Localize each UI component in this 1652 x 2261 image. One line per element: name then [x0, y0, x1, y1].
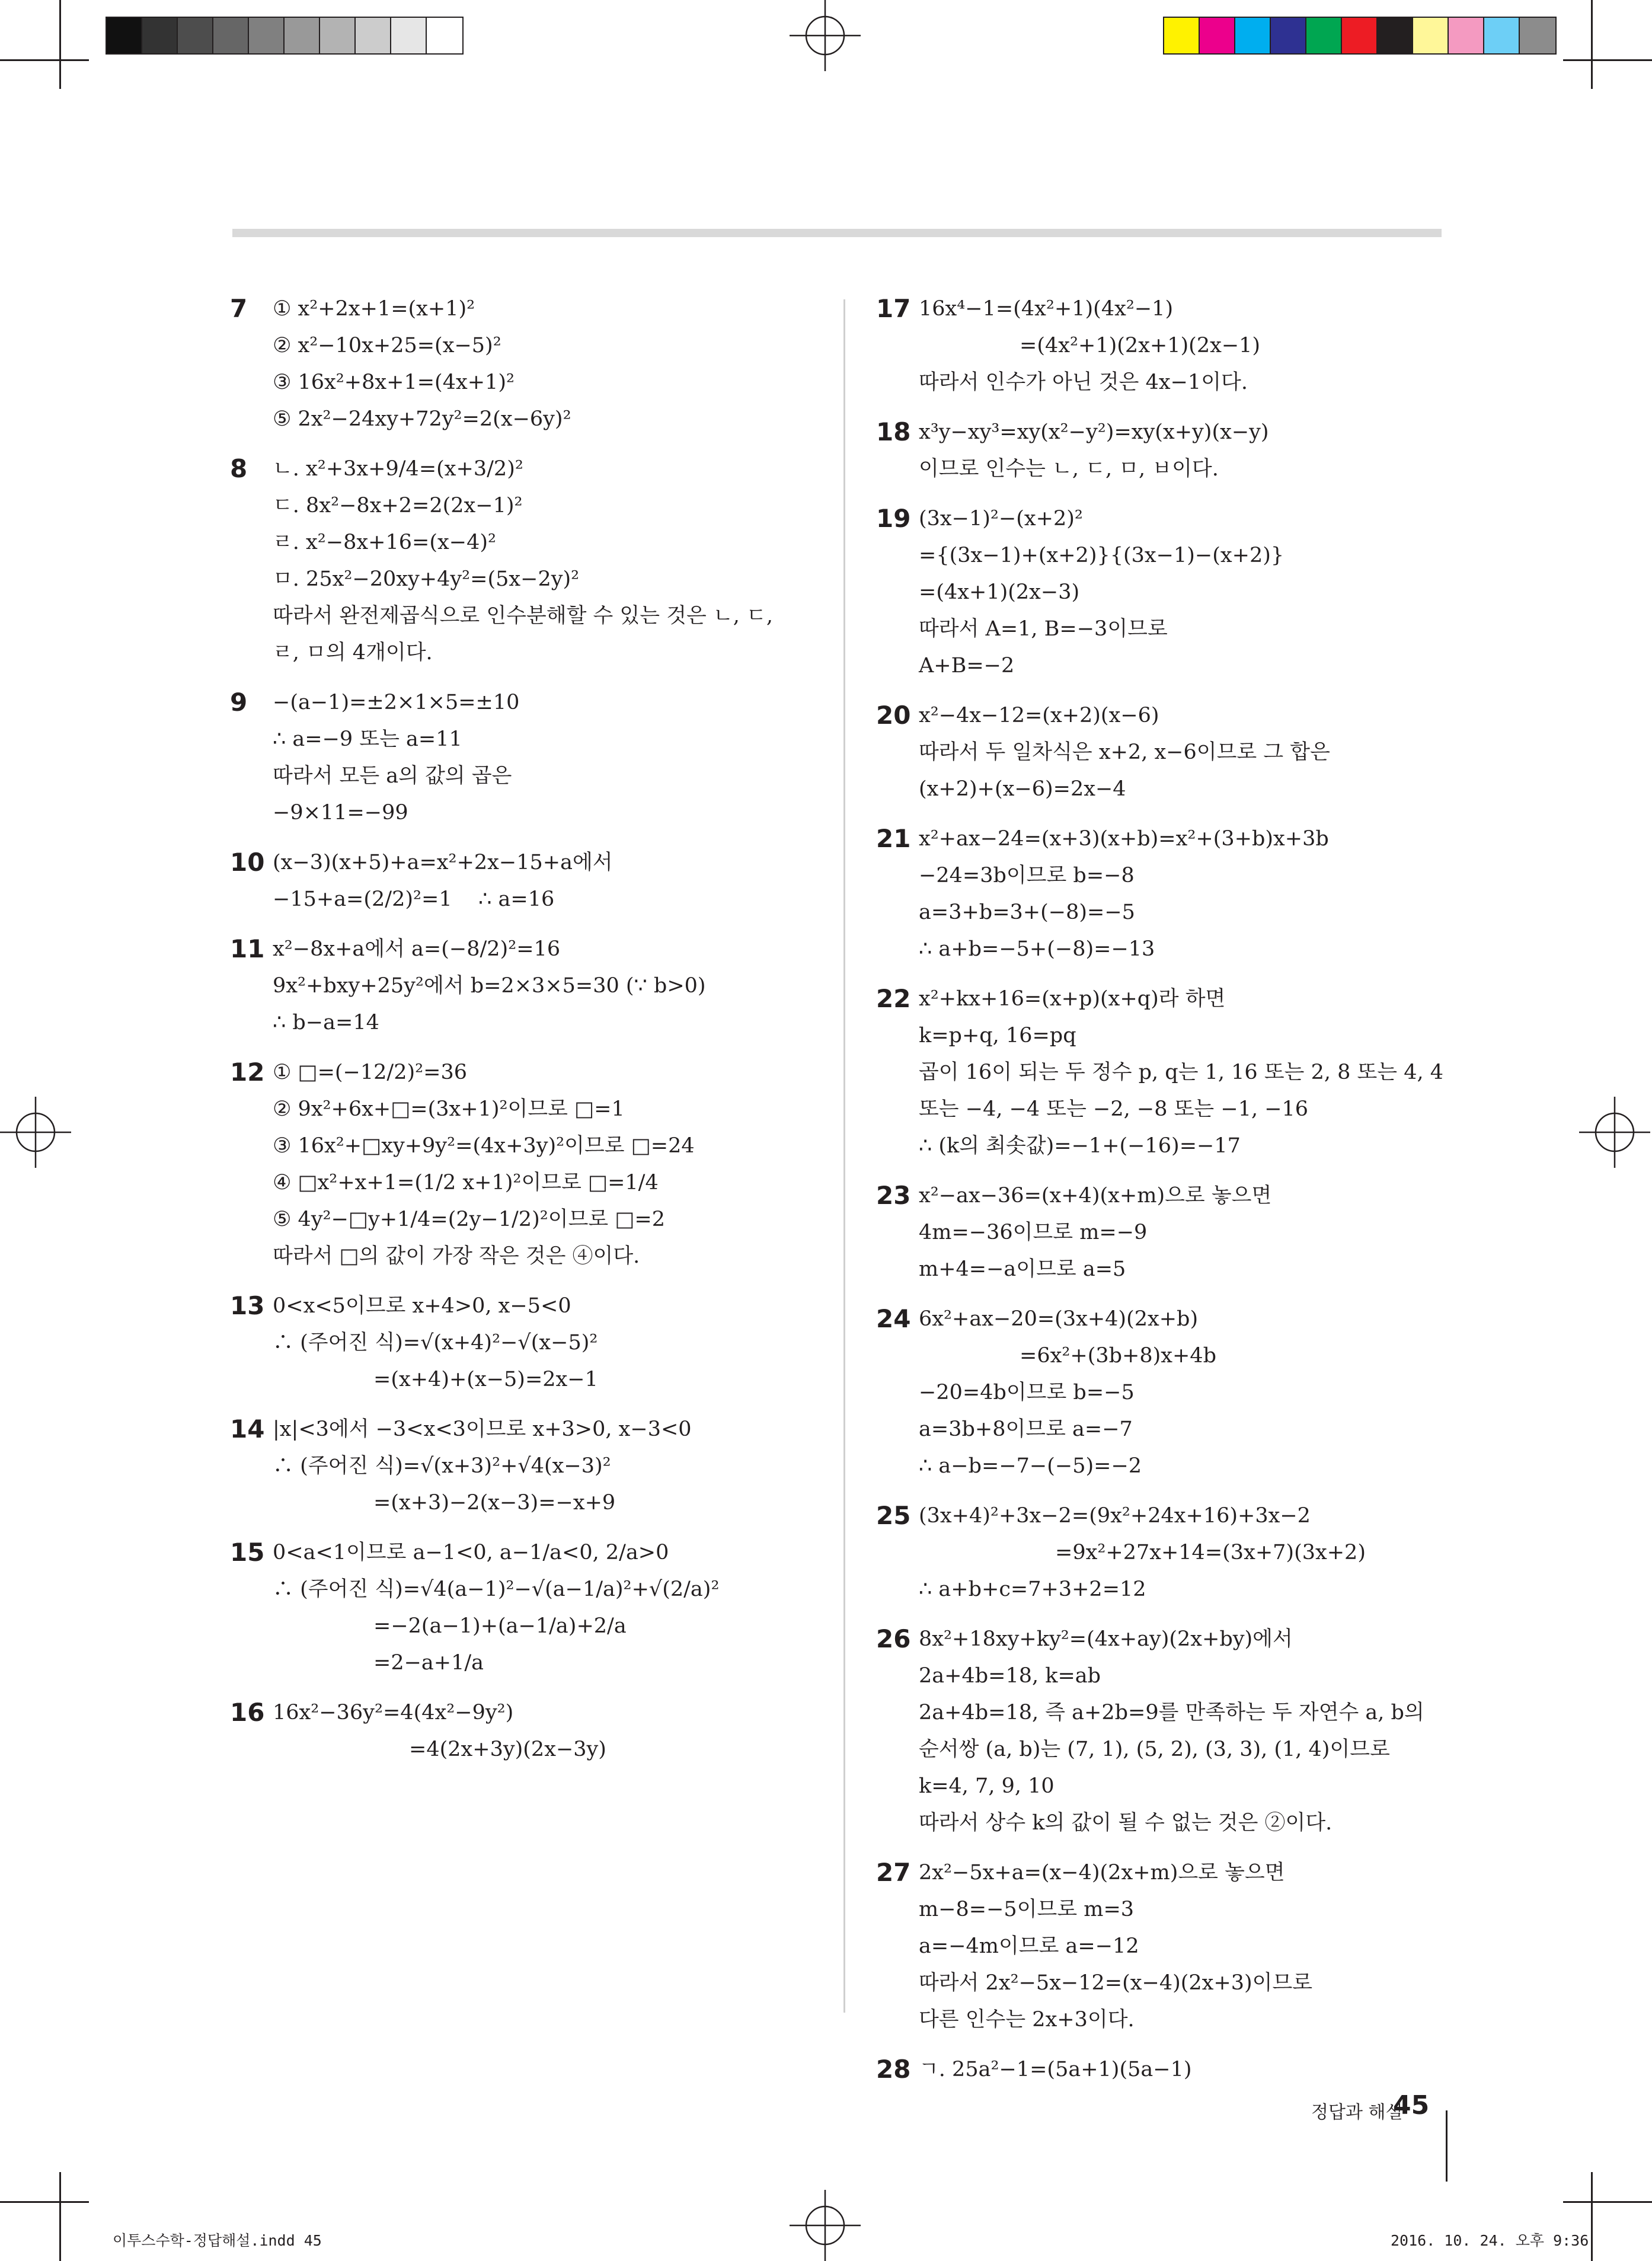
crop-mark — [1563, 2201, 1652, 2203]
problem-number: 12 — [230, 1058, 265, 1087]
color-swatch — [1200, 18, 1235, 53]
solution-line: ∴ (주어진 식)=√(x+4)²−√(x−5)² — [273, 1331, 598, 1355]
color-swatch — [249, 18, 285, 53]
slug-filename: 이투스수학-정답해설.indd 45 — [113, 2232, 322, 2249]
problem-20 — [876, 697, 1445, 807]
solution-line: =(4x+1)(2x−3) — [919, 580, 1080, 604]
problem-12 — [230, 1054, 829, 1275]
problem-number: 18 — [876, 417, 911, 446]
problem-9 — [230, 684, 829, 831]
solution-line: k=p+q, 16=pq — [919, 1024, 1076, 1048]
color-swatch — [1306, 18, 1342, 53]
color-swatch — [213, 18, 249, 53]
solution-line: =−2(a−1)+(a−1/a)+2/a — [373, 1614, 627, 1638]
solution-line: A+B=−2 — [919, 654, 1015, 678]
gray-calibration-bar — [106, 17, 464, 55]
solution-line: m−8=−5이므로 m=3 — [919, 1898, 1135, 1921]
solution-line: ③ 16x²+8x+1=(4x+1)² — [273, 371, 515, 394]
solution-line: =9x²+27x+14=(3x+7)(3x+2) — [1055, 1541, 1366, 1564]
solution-line: (3x+4)²+3x−2=(9x²+24x+16)+3x−2 — [919, 1504, 1311, 1528]
problem-number: 13 — [230, 1291, 265, 1320]
problem-22 — [876, 981, 1445, 1164]
color-swatch — [1271, 18, 1306, 53]
solution-line: 16x⁴−1=(4x²+1)(4x²−1) — [919, 297, 1174, 321]
problem-number: 7 — [230, 294, 248, 323]
registration-mark-bottom — [790, 2190, 861, 2261]
crop-mark — [1591, 2172, 1593, 2261]
solution-line: x²+kx+16=(x+p)(x+q)라 하면 — [919, 987, 1226, 1011]
color-swatch — [1164, 18, 1200, 53]
problem-number: 14 — [230, 1414, 265, 1444]
footer-section-label: 정답과 해설 — [1311, 2102, 1403, 2123]
solution-line: =6x²+(3b+8)x+4b — [1020, 1344, 1217, 1368]
solution-line: k=4, 7, 9, 10 — [919, 1774, 1055, 1798]
problem-7 — [230, 290, 829, 437]
problem-number: 28 — [876, 2055, 911, 2084]
solution-line: 4m=−36이므로 m=−9 — [919, 1221, 1148, 1244]
solution-line: ㅁ. 25x²−20xy+4y²=(5x−2y)² — [273, 567, 580, 591]
solution-line: 따라서 □의 값이 가장 작은 것은 ④이다. — [273, 1244, 640, 1268]
solution-line: 이므로 인수는 ㄴ, ㄷ, ㅁ, ㅂ이다. — [919, 457, 1219, 481]
problem-10 — [230, 844, 829, 918]
crop-mark — [0, 59, 89, 61]
problem-number: 26 — [876, 1624, 911, 1653]
solution-line: ∴ (주어진 식)=√(x+3)²+√4(x−3)² — [273, 1454, 611, 1478]
problem-14 — [230, 1411, 829, 1521]
problem-13 — [230, 1288, 829, 1398]
solution-line: ∴ b−a=14 — [273, 1011, 379, 1034]
solution-line: ⑤ 4y²−□y+1/4=(2y−1/2)²이므로 □=2 — [273, 1208, 665, 1231]
solution-line: ⑤ 2x²−24xy+72y²=2(x−6y)² — [273, 407, 571, 431]
solution-line: −15+a=(2/2)²=1 ∴ a=16 — [273, 887, 555, 911]
solution-line: 0<a<1이므로 a−1<0, a−1/a<0, 2/a>0 — [273, 1541, 669, 1564]
solution-line: 9x²+bxy+25y²에서 b=2×3×5=30 (∵ b>0) — [273, 974, 706, 998]
color-swatch — [1520, 18, 1555, 53]
solution-line: ∴ (주어진 식)=√4(a−1)²−√(a−1/a)²+√(2/a)² — [273, 1577, 720, 1601]
problem-number: 11 — [230, 934, 265, 963]
solution-line: ∴ (k의 최솟값)=−1+(−16)=−17 — [919, 1134, 1241, 1158]
solution-line: ② x²−10x+25=(x−5)² — [273, 334, 501, 357]
color-swatch — [427, 18, 462, 53]
color-swatch — [1484, 18, 1520, 53]
crop-mark — [1563, 59, 1652, 61]
solution-line: 2a+4b=18, k=ab — [919, 1664, 1101, 1688]
solution-line: ㄹ, ㅁ의 4개이다. — [273, 641, 433, 665]
solution-line: −24=3b이므로 b=−8 — [919, 864, 1135, 887]
color-swatch — [1235, 18, 1271, 53]
solution-line: 8x²+18xy+ky²=(4x+ay)(2x+by)에서 — [919, 1627, 1293, 1651]
solution-line: x³y−xy³=xy(x²−y²)=xy(x+y)(x−y) — [919, 420, 1269, 444]
column-divider — [843, 299, 845, 2013]
registration-mark-right — [1579, 1097, 1650, 1168]
problem-number: 8 — [230, 454, 248, 483]
problem-25 — [876, 1497, 1445, 1608]
solution-line: −20=4b이므로 b=−5 — [919, 1381, 1135, 1404]
solution-line: x²−8x+a에서 a=(−8/2)²=16 — [273, 937, 561, 961]
problem-15 — [230, 1534, 829, 1681]
solution-line: ∴ a−b=−7−(−5)=−2 — [919, 1454, 1142, 1478]
solution-line: a=3b+8이므로 a=−7 — [919, 1417, 1133, 1441]
solution-line: a=−4m이므로 a=−12 — [919, 1934, 1139, 1958]
problem-8 — [230, 451, 829, 671]
solution-line: ④ □x²+x+1=(1/2 x+1)²이므로 □=1/4 — [273, 1171, 659, 1195]
solution-line: 또는 −4, −4 또는 −2, −8 또는 −1, −16 — [919, 1097, 1309, 1121]
problem-23 — [876, 1177, 1445, 1288]
problem-number: 21 — [876, 824, 911, 853]
solution-line: ① □=(−12/2)²=36 — [273, 1061, 468, 1084]
problem-28 — [876, 2051, 1445, 2088]
solution-line: =4(2x+3y)(2x−3y) — [409, 1738, 606, 1761]
registration-mark-top — [790, 0, 861, 71]
problem-11 — [230, 931, 829, 1041]
solution-line: 순서쌍 (a, b)는 (7, 1), (5, 2), (3, 3), (1, 4)이므로 — [919, 1738, 1390, 1761]
solution-line: ② 9x²+6x+□=(3x+1)²이므로 □=1 — [273, 1097, 625, 1121]
crop-mark — [59, 0, 61, 89]
problem-number: 23 — [876, 1181, 911, 1210]
solution-line: =(x+4)+(x−5)=2x−1 — [373, 1368, 598, 1391]
solution-line: −(a−1)=±2×1×5=±10 — [273, 691, 520, 714]
color-swatch — [107, 18, 142, 53]
color-calibration-bar — [1163, 17, 1557, 55]
footer-rule — [1446, 2110, 1448, 2182]
solution-line: x²+ax−24=(x+3)(x+b)=x²+(3+b)x+3b — [919, 827, 1329, 851]
solution-line: 따라서 모든 a의 값의 곱은 — [273, 764, 512, 788]
problem-19 — [876, 500, 1445, 684]
color-swatch — [1342, 18, 1378, 53]
color-swatch — [178, 18, 213, 53]
color-swatch — [142, 18, 178, 53]
solution-line: =2−a+1/a — [373, 1651, 484, 1675]
color-swatch — [320, 18, 356, 53]
problem-number: 9 — [230, 688, 248, 717]
problem-27 — [876, 1854, 1445, 2038]
color-swatch — [285, 18, 320, 53]
solution-line: ∴ a+b=−5+(−8)=−13 — [919, 937, 1155, 961]
color-swatch — [1378, 18, 1413, 53]
solution-line: 0<x<5이므로 x+4>0, x−5<0 — [273, 1294, 571, 1318]
solution-line: (x+2)+(x−6)=2x−4 — [919, 777, 1126, 801]
problem-number: 24 — [876, 1304, 911, 1333]
solution-line: |x|<3에서 −3<x<3이므로 x+3>0, x−3<0 — [273, 1417, 692, 1441]
problem-18 — [876, 414, 1445, 487]
solution-line: ㄱ. 25a²−1=(5a+1)(5a−1) — [919, 2058, 1192, 2081]
problem-26 — [876, 1621, 1445, 1841]
solution-line: ={(3x−1)+(x+2)}{(3x−1)−(x+2)} — [919, 544, 1284, 567]
left-column — [230, 290, 829, 1781]
solution-line: (x−3)(x+5)+a=x²+2x−15+a에서 — [273, 851, 613, 874]
solution-line: 따라서 인수가 아닌 것은 4x−1이다. — [919, 371, 1248, 394]
registration-mark-left — [0, 1097, 71, 1168]
solution-line: =(x+3)−2(x−3)=−x+9 — [373, 1491, 616, 1515]
solution-line: −9×11=−99 — [273, 801, 408, 825]
solution-line: x²−4x−12=(x+2)(x−6) — [919, 704, 1159, 727]
color-swatch — [1449, 18, 1484, 53]
problem-number: 20 — [876, 701, 911, 730]
solution-line: ① x²+2x+1=(x+1)² — [273, 297, 475, 321]
header-rule — [232, 229, 1442, 237]
problem-number: 25 — [876, 1501, 911, 1530]
problem-number: 17 — [876, 294, 911, 323]
problem-number: 22 — [876, 984, 911, 1013]
solution-line: (3x−1)²−(x+2)² — [919, 507, 1083, 531]
page-number: 45 — [1393, 2090, 1430, 2121]
problem-number: 16 — [230, 1698, 265, 1727]
solution-line: 16x²−36y²=4(4x²−9y²) — [273, 1701, 514, 1725]
problem-number: 19 — [876, 504, 911, 533]
solution-line: a=3+b=3+(−8)=−5 — [919, 900, 1135, 924]
problem-number: 10 — [230, 848, 265, 877]
solution-line: ∴ a+b+c=7+3+2=12 — [919, 1577, 1146, 1601]
solution-line: 2x²−5x+a=(x−4)(2x+m)으로 놓으면 — [919, 1861, 1285, 1885]
color-swatch — [356, 18, 391, 53]
crop-mark — [1591, 0, 1593, 89]
solution-line: 따라서 상수 k의 값이 될 수 없는 것은 ②이다. — [919, 1811, 1333, 1835]
solution-line: ㄷ. 8x²−8x+2=2(2x−1)² — [273, 494, 523, 518]
solution-line: 곱이 16이 되는 두 정수 p, q는 1, 16 또는 2, 8 또는 4, 4 — [919, 1061, 1444, 1084]
problem-17 — [876, 290, 1445, 401]
slug-timestamp: 2016. 10. 24. 오후 9:36 — [1391, 2232, 1589, 2249]
solution-line: 따라서 A=1, B=−3이므로 — [919, 617, 1168, 641]
color-swatch — [391, 18, 427, 53]
crop-mark — [0, 2201, 89, 2203]
solution-line: 따라서 2x²−5x−12=(x−4)(2x+3)이므로 — [919, 1971, 1313, 1995]
solution-line: ③ 16x²+□xy+9y²=(4x+3y)²이므로 □=24 — [273, 1134, 695, 1158]
solution-line: ∴ a=−9 또는 a=11 — [273, 727, 462, 751]
solution-line: m+4=−a이므로 a=5 — [919, 1257, 1126, 1281]
problem-16 — [230, 1694, 829, 1768]
solution-line: 6x²+ax−20=(3x+4)(2x+b) — [919, 1307, 1199, 1331]
solution-line: 2a+4b=18, 즉 a+2b=9를 만족하는 두 자연수 a, b의 — [919, 1701, 1424, 1725]
right-column — [876, 290, 1445, 2101]
crop-mark — [59, 2172, 61, 2261]
solution-line: 따라서 완전제곱식으로 인수분해할 수 있는 것은 ㄴ, ㄷ, — [273, 604, 773, 628]
solution-line: 따라서 두 일차식은 x+2, x−6이므로 그 합은 — [919, 740, 1330, 764]
color-swatch — [1413, 18, 1449, 53]
problem-number: 15 — [230, 1538, 265, 1567]
solution-line: ㄴ. x²+3x+9/4=(x+3/2)² — [273, 457, 523, 481]
problem-24 — [876, 1301, 1445, 1484]
solution-line: ㄹ. x²−8x+16=(x−4)² — [273, 531, 497, 554]
solution-line: 다른 인수는 2x+3이다. — [919, 2008, 1135, 2032]
problem-number: 27 — [876, 1858, 911, 1887]
solution-line: x²−ax−36=(x+4)(x+m)으로 놓으면 — [919, 1184, 1272, 1208]
problem-21 — [876, 820, 1445, 967]
solution-line: =(4x²+1)(2x+1)(2x−1) — [1020, 334, 1261, 357]
